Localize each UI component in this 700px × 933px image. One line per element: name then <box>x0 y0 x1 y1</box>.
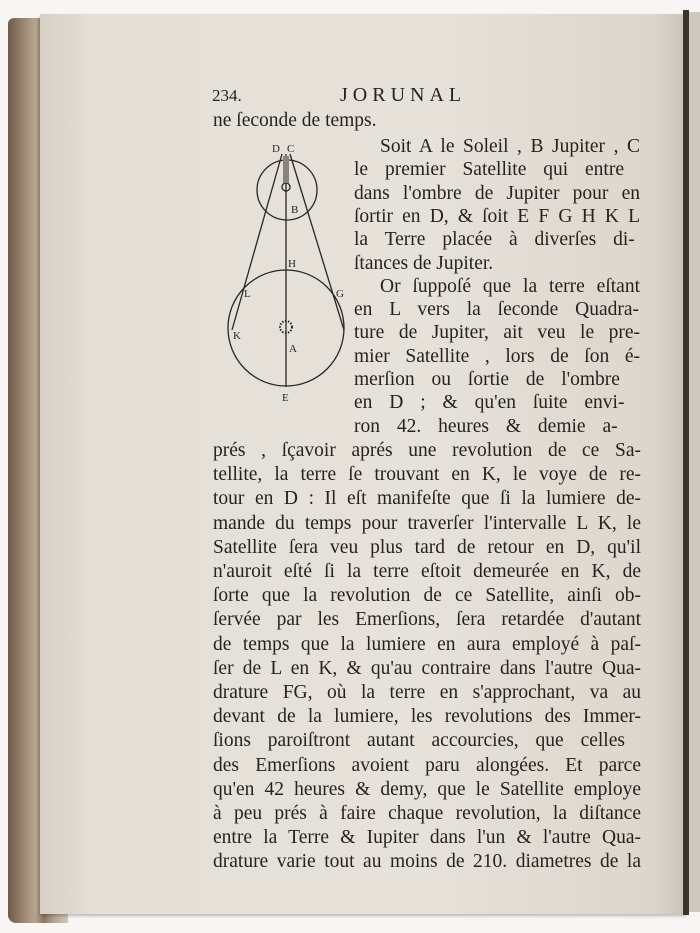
orbit-diagram <box>220 140 355 405</box>
text-line: Soit A le Soleil , B Jupiter , C <box>380 136 640 157</box>
facing-page-edge <box>689 12 700 912</box>
text-line: entre la Terre & Iupiter dans l'un & l'autre Qua- <box>213 827 641 849</box>
text-line: devant de la lumiere, les revolutions des Immer- <box>213 706 641 728</box>
text-line: le premier Satellite qui entre <box>354 159 624 181</box>
text-line: qu'en 42 heures & demy, que le Satellite employe <box>213 778 641 800</box>
label-h: H <box>288 258 296 270</box>
label-a: A <box>289 343 297 355</box>
label-b: B <box>291 204 299 216</box>
text-line: à peu prés à faire chaque revolution, la diſtance <box>213 803 641 824</box>
text-line: ſer de L en K, & qu'au contraire dans l'autre Qua- <box>213 657 641 679</box>
text-line: ne ſeconde de temps. <box>213 110 377 131</box>
text-line: des Emerſions avoient paru alongées. Et parce <box>213 754 641 776</box>
text-line: drature varie tout au moins de 210. diametres de la <box>213 851 641 873</box>
label-c: C <box>287 143 295 155</box>
text-line: ſions paroiſtront autant accourcies, que celles <box>213 730 625 752</box>
text-line: ron 42. heures & demie a- <box>354 415 618 437</box>
text-line: Satellite ſera veu plus tard de retour en D, qu'il <box>213 536 641 558</box>
text-line: de temps que la lumiere en aura employé à paſ- <box>213 633 641 655</box>
text-line: mande du temps pour traverſer l'intervalle L K, le <box>213 512 641 534</box>
text-line: ſorte que la revolution de ce Satellite, ainſi ob- <box>213 585 641 607</box>
text-line: en L vers la ſeconde Quadra- <box>354 299 640 321</box>
page-number: 234. <box>212 86 242 105</box>
text-line: ſortir en D, & ſoit E F G H K L <box>354 205 640 227</box>
running-head: JORUNAL <box>340 84 467 106</box>
text-line: merſion ou ſortie de l'ombre <box>354 369 620 390</box>
text-line: ſtances de Jupiter. <box>354 252 494 274</box>
text-line: mier Satellite , lors de ſon é- <box>354 345 640 367</box>
text-line: tour en D : Il eſt manifeſte que ſi la lumiere de- <box>213 488 641 510</box>
tangent-left <box>232 154 282 330</box>
label-e: E <box>282 392 289 404</box>
text-line: en D ; & qu'en ſuite envi- <box>354 392 625 414</box>
text-line: Or ſuppoſé que la terre eſtant <box>380 275 640 297</box>
label-d: D <box>272 143 280 155</box>
text-line: n'auroit eſté ſi la terre eſtoit demeurée en K, de <box>213 561 641 582</box>
text-line: dans l'ombre de Jupiter pour en <box>354 182 640 204</box>
label-l: L <box>244 288 251 300</box>
label-g: G <box>336 288 344 300</box>
text-line: la Terre placée à diverſes di- <box>354 229 635 251</box>
tangent-right <box>290 154 344 330</box>
text-line: prés , ſçavoir aprés une revolution de ce Sa- <box>213 440 641 461</box>
text-line: drature FG, où la terre en s'approchant, va au <box>213 682 641 703</box>
text-line: ſervée par les Emerſions, ſera retardée d'autant <box>213 609 641 631</box>
label-k: K <box>233 330 241 342</box>
text-line: tellite, la terre ſe trouvant en K, le voye de re- <box>213 464 641 486</box>
text-line: ture de Jupiter, ait veu le pre- <box>354 322 640 344</box>
shadow-mark <box>283 156 289 183</box>
